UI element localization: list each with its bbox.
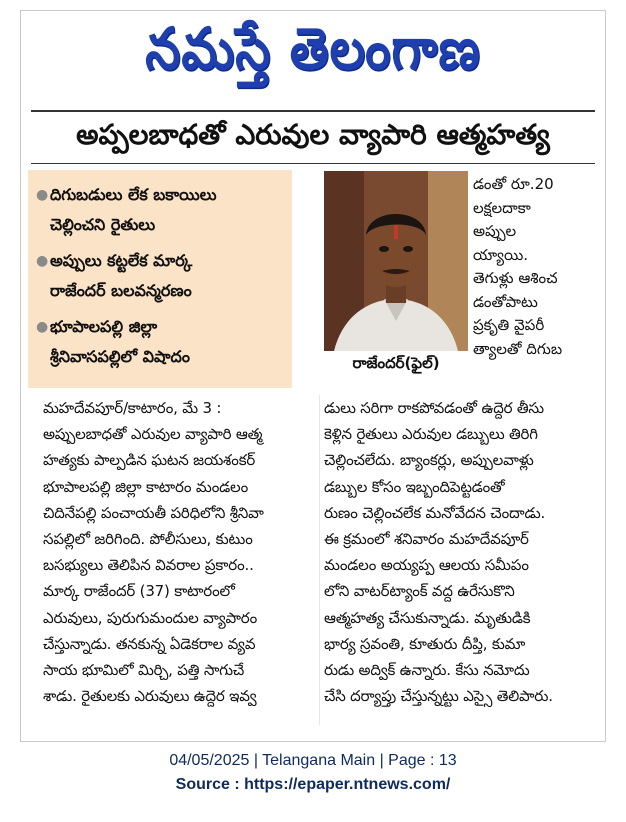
text-line: రుడు అద్విక్ ఉన్నారు. కేసు నమోదు (324, 661, 530, 680)
text-line: ఎరువులు, పురుగుమందుల వ్యాపారం (43, 608, 258, 627)
bullet-icon: ● (36, 319, 49, 335)
dateline: మహదేవపూర్/కాటారం, మే 3 : (43, 399, 222, 417)
bullet-icon: ● (36, 253, 49, 269)
text-line: మండలం అయ్యప్ప ఆలయ సమీపం (324, 556, 529, 575)
text-line: ప్రకృతి వైపరీ (473, 316, 545, 334)
text-line: భార్య స్రవంతి, కూతురు దీప్తి, కుమా (324, 634, 526, 653)
highlights-box (28, 170, 292, 388)
text-line: తెగుళ్లు ఆశించ (473, 269, 558, 287)
text-line: భూపాలపల్లి జిల్లా కాటారం మండలం (43, 477, 249, 496)
text-line: ఆత్మహత్య చేసుకున్నాడు. మృతుడికి (324, 608, 531, 627)
text-line: లోని వాటర్‌ట్యాంక్ వద్ద ఉరేసుకొని (324, 582, 515, 601)
text-line: అప్పులబాధతో ఎరువుల వ్యాపారి ఆత్మ (43, 425, 263, 444)
article-headline: అప్పలబాధతో ఎరువుల వ్యాపారి ఆత్మహత్య (76, 118, 550, 151)
footer-source: Source : https://epaper.ntnews.com/ (175, 776, 451, 793)
highlight-line: దిగుబడులు లేక బకాయిలు (50, 185, 217, 204)
text-line: య్యాయి. (473, 245, 529, 264)
text-line: డులు సరిగా రాకపోవడంతో ఉద్దెర తీసు (324, 399, 544, 417)
footer-edition-info: 04/05/2025 | Telangana Main | Page : 13 (169, 752, 457, 769)
text-line: బసభ్యులు తెలిపిన వివరాల ప్రకారం.. (43, 556, 254, 575)
text-line: శాడు. రైతులకు ఎరువులు ఉద్దెర ఇవ్వ (43, 687, 257, 706)
headline-bottom-rule (31, 163, 595, 164)
text-line: రుణం చెల్లించలేక మనోవేదన చెందాడు. (324, 503, 546, 522)
text-line: అప్పుల (473, 222, 517, 240)
text-line: చేస్తున్నాడు. తనకున్న ఏడెకరాల వ్యవ (43, 634, 256, 653)
text-line: చిదినేపల్లి పంచాయతీ పరిధిలోని శ్రీనివా (43, 503, 264, 522)
masthead (21, 11, 605, 101)
highlight-line: చెల్లించని రైతులు (50, 215, 156, 234)
text-line: హత్యకు పాల్పడిన ఘటన జయశంకర్ (43, 451, 256, 470)
highlight-line: అప్పులు కట్టలేక మార్క (50, 251, 193, 270)
text-line: త్యాలతో దిగుబ (473, 339, 563, 358)
text-line: సాయ భూమిలో మిర్చి, పత్తి సాగుచే (43, 661, 245, 680)
text-line: కెళ్లిన రైతులు ఎరువుల డబ్బులు తిరిగి (324, 425, 538, 444)
article-text-top-right (473, 173, 613, 361)
highlight-item (36, 312, 284, 372)
text-line: డంతోపాటు (473, 292, 538, 311)
text-line: డంతో రూ.20 (473, 175, 554, 193)
photo-caption: రాజేందర్(ఫైల్) (352, 354, 440, 372)
text-line: లక్షలదాకా (473, 198, 531, 217)
newspaper-clipping (20, 10, 606, 742)
highlight-item (36, 246, 284, 306)
text-line: డబ్బుల కోసం ఇబ్బందిపెట్టడంతో (324, 477, 505, 496)
highlight-line: రాజేందర్ బలవన్మరణం (50, 281, 192, 300)
bullet-icon: ● (36, 187, 49, 203)
column-divider (319, 395, 320, 725)
portrait-illustration (324, 171, 468, 351)
text-line: ఈ క్రమంలో శనివారం మహదేవపూర్ (324, 530, 529, 549)
headline-top-rule (31, 110, 595, 112)
highlight-line: శ్రీనివాసపల్లిలో విషాదం (50, 347, 190, 366)
article-text-left-column (43, 395, 319, 709)
text-line: చేసి దర్యాప్తు చేస్తున్నట్టు ఎస్సై తెలిపారు. (324, 687, 553, 706)
victim-photo (324, 171, 468, 351)
text-line: చెల్లించలేదు. బ్యాంకర్లు, అప్పులవాళ్లు (324, 451, 534, 470)
text-line: మార్క రాజేందర్ (37) కాటారంలో (43, 582, 235, 601)
highlight-line: భూపాలపల్లి జిల్లా (50, 317, 158, 336)
article-text-right-column (324, 395, 614, 709)
text-line: సపల్లిలో జరిగింది. పోలీసులు, కుటుం (43, 530, 253, 549)
highlight-item (36, 180, 284, 240)
masthead-logo: నమస్తే తెలంగాణ (145, 14, 481, 83)
